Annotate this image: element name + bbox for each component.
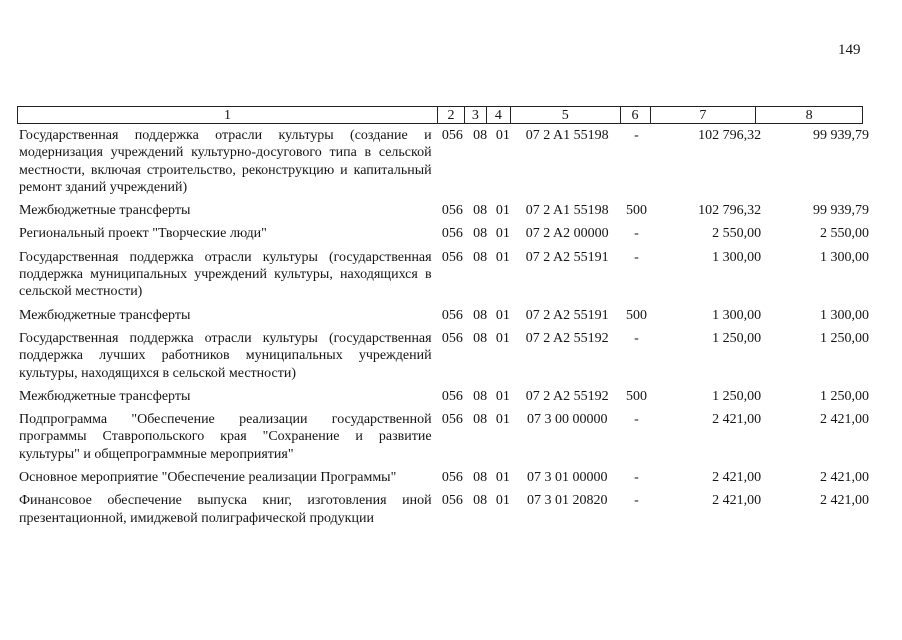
row-amount-2: 2 550,00 (820, 226, 869, 242)
row-code-section: 08 (473, 493, 488, 509)
row-code-ministry: 056 (441, 470, 463, 486)
header-col-1: 1 (18, 107, 438, 123)
table-body (19, 127, 869, 533)
header-col-3: 3 (465, 107, 487, 123)
header-col-5: 5 (511, 107, 621, 123)
row-amount-2: 1 300,00 (820, 249, 869, 265)
row-amount-1: 1 250,00 (712, 330, 762, 346)
row-amount-1: 2 421,00 (712, 470, 762, 486)
row-code-ministry: 056 (441, 493, 463, 509)
row-code-target: 07 2 A2 55191 (525, 307, 609, 323)
row-code-subsection: 01 (495, 412, 510, 428)
row-amount-2: 99 939,79 (813, 203, 869, 219)
page-number: 149 (838, 42, 861, 58)
row-name: Региональный проект "Творческие люди" (19, 226, 267, 242)
row-code-section: 08 (473, 226, 488, 242)
row-code-subsection: 01 (495, 330, 510, 346)
row-code-subsection: 01 (495, 226, 510, 242)
row-code-section: 08 (473, 128, 488, 143)
table-row (19, 202, 869, 219)
row-code-ministry: 056 (441, 307, 463, 323)
header-col-2: 2 (438, 107, 465, 123)
row-amount-2: 2 421,00 (820, 470, 869, 486)
row-amount-2: 2 421,00 (820, 493, 869, 509)
row-code-target: 07 2 A2 55191 (525, 249, 609, 265)
row-code-ministry: 056 (441, 388, 463, 404)
row-code-section: 08 (473, 330, 488, 346)
row-code-ministry: 056 (441, 330, 463, 346)
row-code-subsection: 01 (495, 307, 510, 323)
row-code-section: 08 (473, 470, 488, 486)
table-row (19, 388, 869, 405)
row-code-type: 500 (625, 203, 647, 219)
row-code-type: - (634, 226, 639, 242)
row-code-type: - (634, 330, 639, 346)
row-name: Подпрограмма "Обеспечение реализации государственной программы Ставропольского края "Сохранение и развитие культуры" и общепрограммные мероприятия" (19, 412, 432, 462)
row-name: Межбюджетные трансферты (19, 203, 191, 219)
row-code-type: - (634, 493, 639, 509)
row-code-target: 07 2 A2 00000 (525, 226, 609, 242)
table-row (19, 307, 869, 324)
table-header (17, 106, 863, 124)
row-code-section: 08 (473, 307, 488, 323)
row-code-section: 08 (473, 249, 488, 265)
row-code-type: 500 (625, 388, 647, 404)
row-amount-1: 2 550,00 (712, 226, 762, 242)
row-amount-1: 2 421,00 (712, 412, 762, 428)
row-amount-2: 2 421,00 (820, 412, 869, 428)
row-code-ministry: 056 (441, 226, 463, 242)
row-code-subsection: 01 (495, 493, 510, 509)
row-amount-2: 1 250,00 (820, 388, 869, 404)
row-code-subsection: 01 (495, 203, 510, 219)
table-row (19, 469, 869, 486)
row-code-ministry: 056 (441, 128, 463, 143)
row-code-target: 07 2 A2 55192 (525, 388, 609, 404)
table-row (19, 249, 869, 301)
row-code-type: - (634, 470, 639, 486)
row-code-type: 500 (625, 307, 647, 323)
row-name: Государственная поддержка отрасли культуры (государственная поддержка лучших работников муниципальных учреждений культуры, находящихся в сельской местности) (19, 330, 432, 381)
row-amount-1: 1 300,00 (712, 307, 762, 323)
row-code-target: 07 3 01 20820 (526, 493, 608, 509)
row-code-ministry: 056 (441, 249, 463, 265)
row-code-subsection: 01 (495, 128, 510, 143)
row-name: Государственная поддержка отрасли культуры (создание и модернизация учреждений культурно-досугового типа в сельской местности, включая строительство, реконструкцию и капитальный ремонт зданий учреждений) (19, 128, 432, 195)
table-row (19, 225, 869, 242)
row-code-section: 08 (473, 203, 488, 219)
row-code-target: 07 3 01 00000 (526, 470, 608, 486)
row-code-target: 07 2 A2 55192 (525, 330, 609, 346)
row-amount-1: 102 796,32 (698, 203, 762, 219)
row-name: Основное мероприятие "Обеспечение реализации Программы" (19, 470, 397, 486)
row-code-section: 08 (473, 388, 488, 404)
row-code-target: 07 2 A1 55198 (525, 203, 609, 219)
row-amount-2: 99 939,79 (813, 128, 869, 143)
header-col-8: 8 (805, 108, 813, 123)
row-code-ministry: 056 (441, 412, 463, 428)
table-row (19, 411, 869, 463)
row-code-type: - (634, 412, 639, 428)
row-code-subsection: 01 (495, 388, 510, 404)
row-code-type: - (634, 249, 639, 265)
row-amount-1: 2 421,00 (712, 493, 762, 509)
row-name: Межбюджетные трансферты (19, 388, 191, 404)
row-code-type: - (634, 128, 639, 143)
row-code-ministry: 056 (441, 203, 463, 219)
row-amount-2: 1 300,00 (820, 307, 869, 323)
row-code-subsection: 01 (495, 249, 510, 265)
row-amount-2: 1 250,00 (820, 330, 869, 346)
row-code-target: 07 3 00 00000 (526, 412, 608, 428)
row-amount-1: 1 250,00 (712, 388, 762, 404)
header-col-4: 4 (487, 107, 511, 123)
header-col-6: 6 (621, 107, 651, 123)
row-amount-1: 102 796,32 (698, 128, 762, 143)
row-name: Государственная поддержка отрасли культуры (государственная поддержка муниципальных учреждений культуры, находящихся в сельской местности) (19, 249, 432, 300)
row-code-section: 08 (473, 412, 488, 428)
table-row (19, 492, 869, 527)
table-row (19, 127, 869, 196)
row-code-subsection: 01 (495, 470, 510, 486)
header-col-7: 7 (651, 107, 757, 123)
row-name: Межбюджетные трансферты (19, 307, 191, 323)
row-code-target: 07 2 A1 55198 (525, 128, 609, 143)
table-row (19, 330, 869, 382)
row-name: Финансовое обеспечение выпуска книг, изготовления иной презентационной, имиджевой полиграфической продукции (19, 493, 432, 526)
row-amount-1: 1 300,00 (712, 249, 762, 265)
